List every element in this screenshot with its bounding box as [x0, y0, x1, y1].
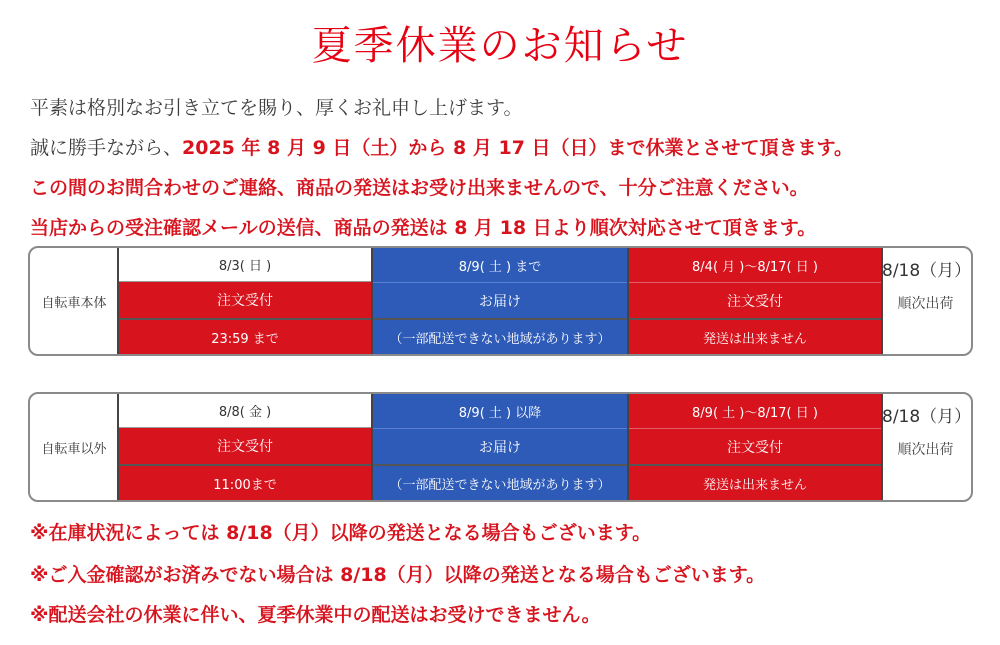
note-1: ※在庫状況によっては 8/18（月）以降の発送となる場合もございます。: [30, 522, 652, 544]
resume-label: 順次出荷: [897, 442, 954, 458]
resume-shipping-column: [882, 248, 972, 354]
intro-line-3: この間のお問合わせのご連絡、商品の発送はお受け出来ませんので、十分ご注意ください。: [30, 177, 809, 199]
note-2: ※ご入金確認がお済みでない場合は 8/18（月）以降の発送となる場合もございます。: [30, 564, 766, 586]
table-row-label: 自転車本体: [41, 295, 107, 311]
delivery-cell: お届け: [372, 282, 628, 318]
divider: [117, 248, 119, 354]
no-shipping-cell: 発送は出来ません: [628, 464, 882, 500]
holiday-period: 2025 年 8 月 9 日（土）から 8 月 17 日（日）まで休業とさせて頂きます。: [182, 137, 854, 159]
schedule-table-bicycle: [28, 246, 973, 356]
order-deadline-cell: 23:59 まで: [118, 318, 372, 354]
table-row-label: 自転車以外: [41, 441, 107, 457]
divider: [627, 394, 629, 500]
resume-shipping-column: [882, 394, 972, 500]
resume-date: 8/18（月）: [882, 261, 972, 281]
column-header: 8/9( 土 ) まで: [372, 248, 628, 282]
page-title: 夏季休業のお知らせ: [311, 23, 689, 69]
order-accept-cell: 注文受付: [628, 428, 882, 464]
intro-line-2: [30, 133, 853, 160]
no-shipping-cell: 発送は出来ません: [628, 318, 882, 354]
resume-date: 8/18（月）: [882, 407, 972, 427]
delivery-cell: お届け: [372, 428, 628, 464]
intro-line-1: 平素は格別なお引き立てを賜り、厚くお礼申し上げます。: [30, 97, 523, 119]
column-header: 8/9( 土 )～8/17( 日 ): [628, 394, 882, 428]
order-deadline-cell: 11:00まで: [118, 464, 372, 500]
order-accept-cell: 注文受付: [118, 282, 372, 318]
intro-line-4: 当店からの受注確認メールの送信、商品の発送は 8 月 18 日より順次対応させて頂きます。: [30, 217, 817, 239]
column-header: 8/9( 土 ) 以降: [372, 394, 628, 428]
resume-label: 順次出荷: [897, 296, 954, 312]
divider: [117, 394, 119, 500]
column-header: 8/3( 日 ): [118, 248, 372, 282]
delivery-note-cell: （一部配送できない地域があります）: [372, 464, 628, 500]
intro-line-2-prefix: 誠に勝手ながら、: [30, 137, 183, 159]
note-3: ※配送会社の休業に伴い、夏季休業中の配送はお受けできません。: [30, 604, 601, 626]
divider: [627, 248, 629, 354]
column-header: 8/4( 月 )～8/17( 日 ): [628, 248, 882, 282]
delivery-note-cell: （一部配送できない地域があります）: [372, 318, 628, 354]
schedule-table-other: [28, 392, 973, 502]
divider: [371, 248, 373, 354]
divider: [371, 394, 373, 500]
column-header: 8/8( 金 ): [118, 394, 372, 428]
order-accept-cell: 注文受付: [628, 282, 882, 318]
order-accept-cell: 注文受付: [118, 428, 372, 464]
